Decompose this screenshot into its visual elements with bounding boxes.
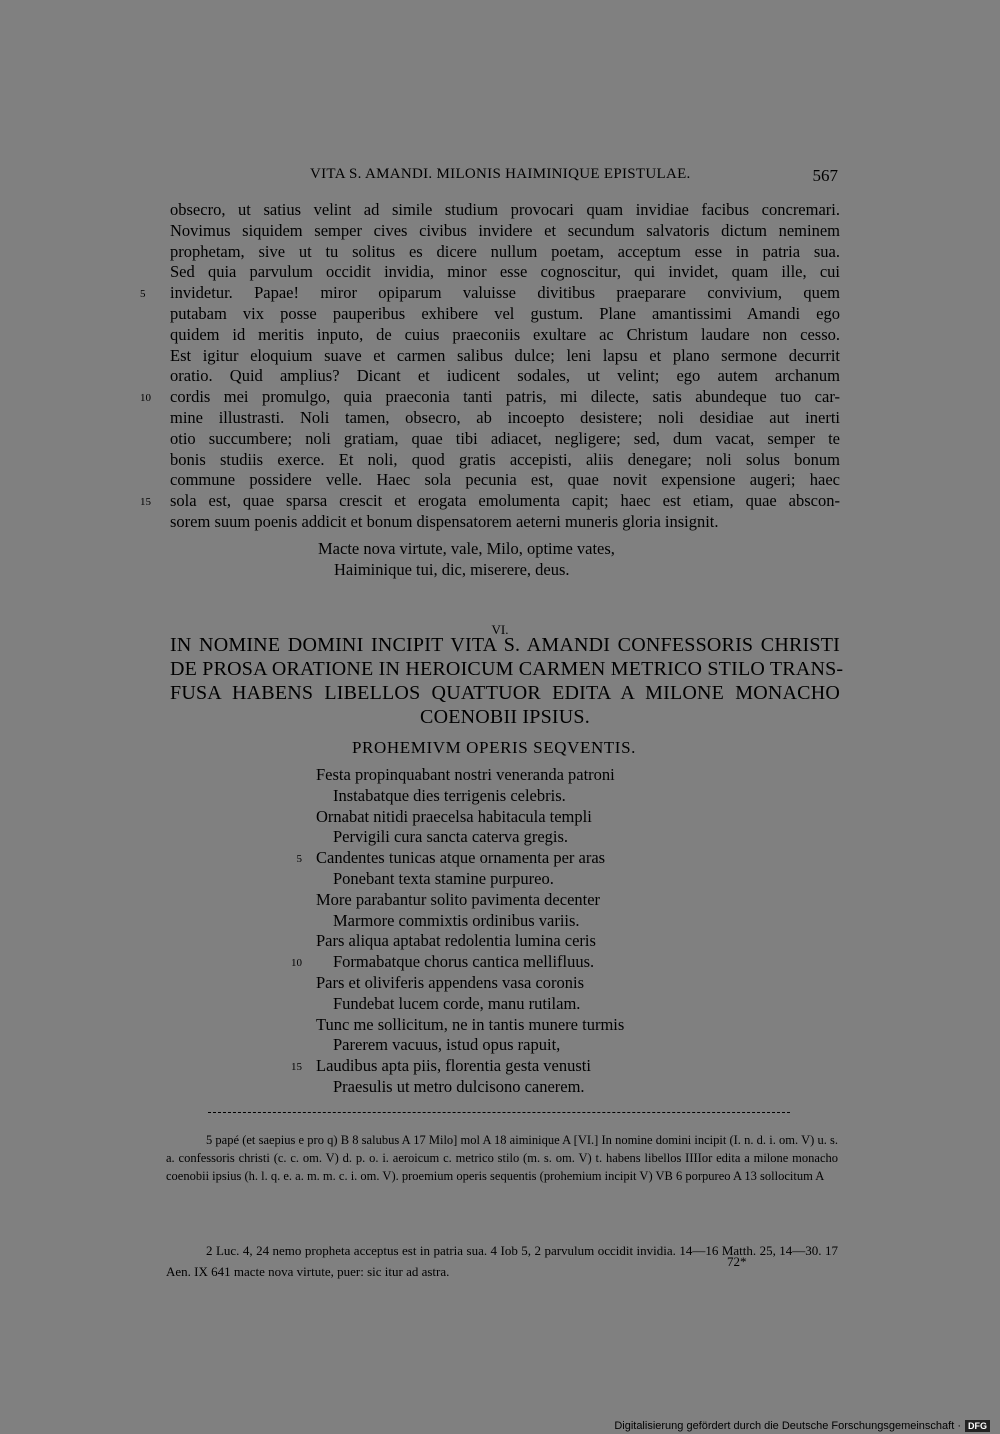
verse-line: Ponebant texta stamine purpureo. — [333, 868, 554, 888]
verse-line: Ornabat nitidi praecelsa habitacula templi — [316, 806, 592, 826]
prose-line: prophetam, sive ut tu solitus es dicere nullum poetam, acceptum esse in patria sua. — [170, 241, 840, 261]
verse-line: Fundebat lucem corde, manu rutilam. — [333, 993, 581, 1013]
line-number: 10 — [140, 392, 151, 405]
verse-line: Tunc me sollicitum, ne in tantis munere turmis — [316, 1014, 625, 1034]
prose-line: 15 sola est, quae sparsa crescit et erogata emolumenta capit; haec est etiam, quae abscon- — [170, 491, 840, 512]
verse-line: Festa propinquabant nostri veneranda patroni — [316, 765, 615, 784]
signature-mark: 72* — [727, 1254, 747, 1269]
prose-line: quidem id meritis inputo, de cuius praeconiis exultare ac Christum laudare non cesso. — [170, 324, 840, 344]
heading-line: COENOBII IPSIUS. — [420, 706, 590, 728]
verse-line: 15 Laudibus apta piis, florentia gesta venusti — [316, 1056, 736, 1077]
heading-line: IN NOMINE DOMINI INCIPIT VITA S. AMANDI CONFESSORIS CHRISTI — [170, 634, 840, 656]
heading-line: DE PROSA ORATIONE IN HEROICUM CARMEN METRICO STILO TRANS- — [170, 658, 844, 680]
prose-line: bonis studiis exerce. Et noli, quod gratis accepisti, aliis denegare; noli solus bonum — [170, 449, 840, 469]
verse-line: 5 Candentes tunicas atque ornamenta per aras — [316, 848, 736, 869]
closing-couplet — [318, 538, 838, 580]
prose-line: Novimus siquidem semper cives civibus invidere et secundum salvatoris dictum neminem — [170, 220, 840, 240]
prose-line: Sed quia parvulum occidit invidia, minor esse cognoscitur, qui invidet, quam ille, cui — [170, 262, 840, 282]
running-head — [170, 166, 840, 188]
heading-line: FUSA HABENS LIBELLOS QUATTUOR EDITA A MILONE MONACHO — [170, 682, 840, 704]
verse-line: Marmore commixtis ordinibus variis. — [333, 910, 580, 930]
verse-line: Pars et oliviferis appendens vasa coronis — [316, 972, 585, 992]
prose-line: obsecro, ut satius velint ad simile studium provocari quam invidiae facibus concremari. — [170, 200, 840, 219]
verse-line: Pervigili cura sancta caterva gregis. — [333, 827, 569, 847]
section-heading — [170, 633, 844, 729]
verse-number: 5 — [296, 853, 302, 866]
prose-line: 10 cordis mei promulgo, quia praeconia tanti patris, mi dilecte, satis abundeque tuo car- — [170, 387, 840, 408]
verse-number: 10 — [291, 957, 302, 970]
verse-line: Instabatque dies terrigenis celebris. — [333, 785, 566, 805]
prose-line: otio succumbere; noli gratiam, quae tibi adiacet, negligere; sed, dum vacat, semper te — [170, 428, 840, 448]
prose-line: 5 invidetur. Papae! miror opiparum valuisse divitibus praeparare convivium, quem — [170, 283, 840, 304]
prose-line: oratio. Quid amplius? Dicant et iudicent sodales, ut velint; ego autem archanum — [170, 366, 840, 386]
verse-line: Pars aliqua aptabat redolentia lumina ceris — [316, 931, 596, 951]
footnote-rule — [208, 1112, 790, 1114]
critical-apparatus — [166, 1131, 838, 1185]
couplet-line: Haiminique tui, dic, miserere, deus. — [334, 560, 570, 579]
verse-line: Parerem vacuus, istud opus rapuit, — [333, 1035, 561, 1055]
verse-line: More parabantur solito pavimenta decenter — [316, 889, 601, 909]
subheading: PROHEMIVM OPERIS SEQVENTIS. — [352, 738, 636, 757]
poem — [291, 765, 736, 1098]
source-text: 2 Luc. 4, 24 nemo propheta acceptus est in patria sua. 4 Iob 5, 2 parvulum occidit invidia. 14—16 Matth. 25, 14—30. 17 Aen. IX 641 macte nova virtute, puer: sic itur ad astra. — [166, 1243, 838, 1279]
prose-line: putabam vix posse pauperibus exhibere vel gustum. Plane amantissimi Amandi ego — [170, 303, 840, 323]
prose-line: mine illustrasti. Noli tamen, obsecro, ab incoepto desistere; noli desidiae aut inerti — [170, 407, 840, 427]
running-title: VITA S. AMANDI. MILONIS HAIMINIQUE EPISTULAE. — [310, 166, 691, 182]
prose-line: commune possidere velle. Haec sola pecunia est, quae novit expensione augeri; haec — [170, 470, 840, 490]
dfg-logo: DFG — [965, 1420, 990, 1432]
prose-text — [140, 200, 840, 533]
footer-credit — [614, 1420, 990, 1432]
couplet-line: Macte nova virtute, vale, Milo, optime vates, — [318, 539, 615, 558]
verse-number: 15 — [291, 1061, 302, 1074]
page-number: 567 — [812, 166, 838, 185]
line-number: 5 — [140, 288, 146, 301]
verse-line: 10 Formabatque chorus cantica mellifluus. — [316, 952, 736, 973]
prose-line: Est igitur eloquium suave et carmen salibus dulce; leni lapsu et plano sermone decurrit — [170, 345, 840, 365]
section-number: VI. — [491, 622, 509, 637]
apparatus-text: 5 papé (et saepius e pro q) B 8 salubus A 17 Milo] mol A 18 aiminique A [VI.] In nomine domini incipit (I. n. d. i. om. V) u. s. a. confessoris christi (c. c. om. V) d. p. o. i. aeroicum c. metrico stilo (m. s. om. V) t. habens libellos IIIIor edita a milone monacho coenobii ipsius (h. l. q. e. a. m. m. c. i. om. V). proemium operis sequentis (prohemium incipit V) VB 6 porpureo A 13 sollocitum A — [166, 1133, 838, 1183]
line-number: 15 — [140, 496, 151, 509]
footer-credit-text: Digitalisierung gefördert durch die Deutsche Forschungsgemeinschaft · — [614, 1420, 961, 1432]
prose-line: sorem suum poenis addicit et bonum dispensatorem aeterni muneris gloria insignit. — [170, 511, 719, 531]
verse-line: Praesulis ut metro dulcisono canerem. — [333, 1076, 585, 1096]
